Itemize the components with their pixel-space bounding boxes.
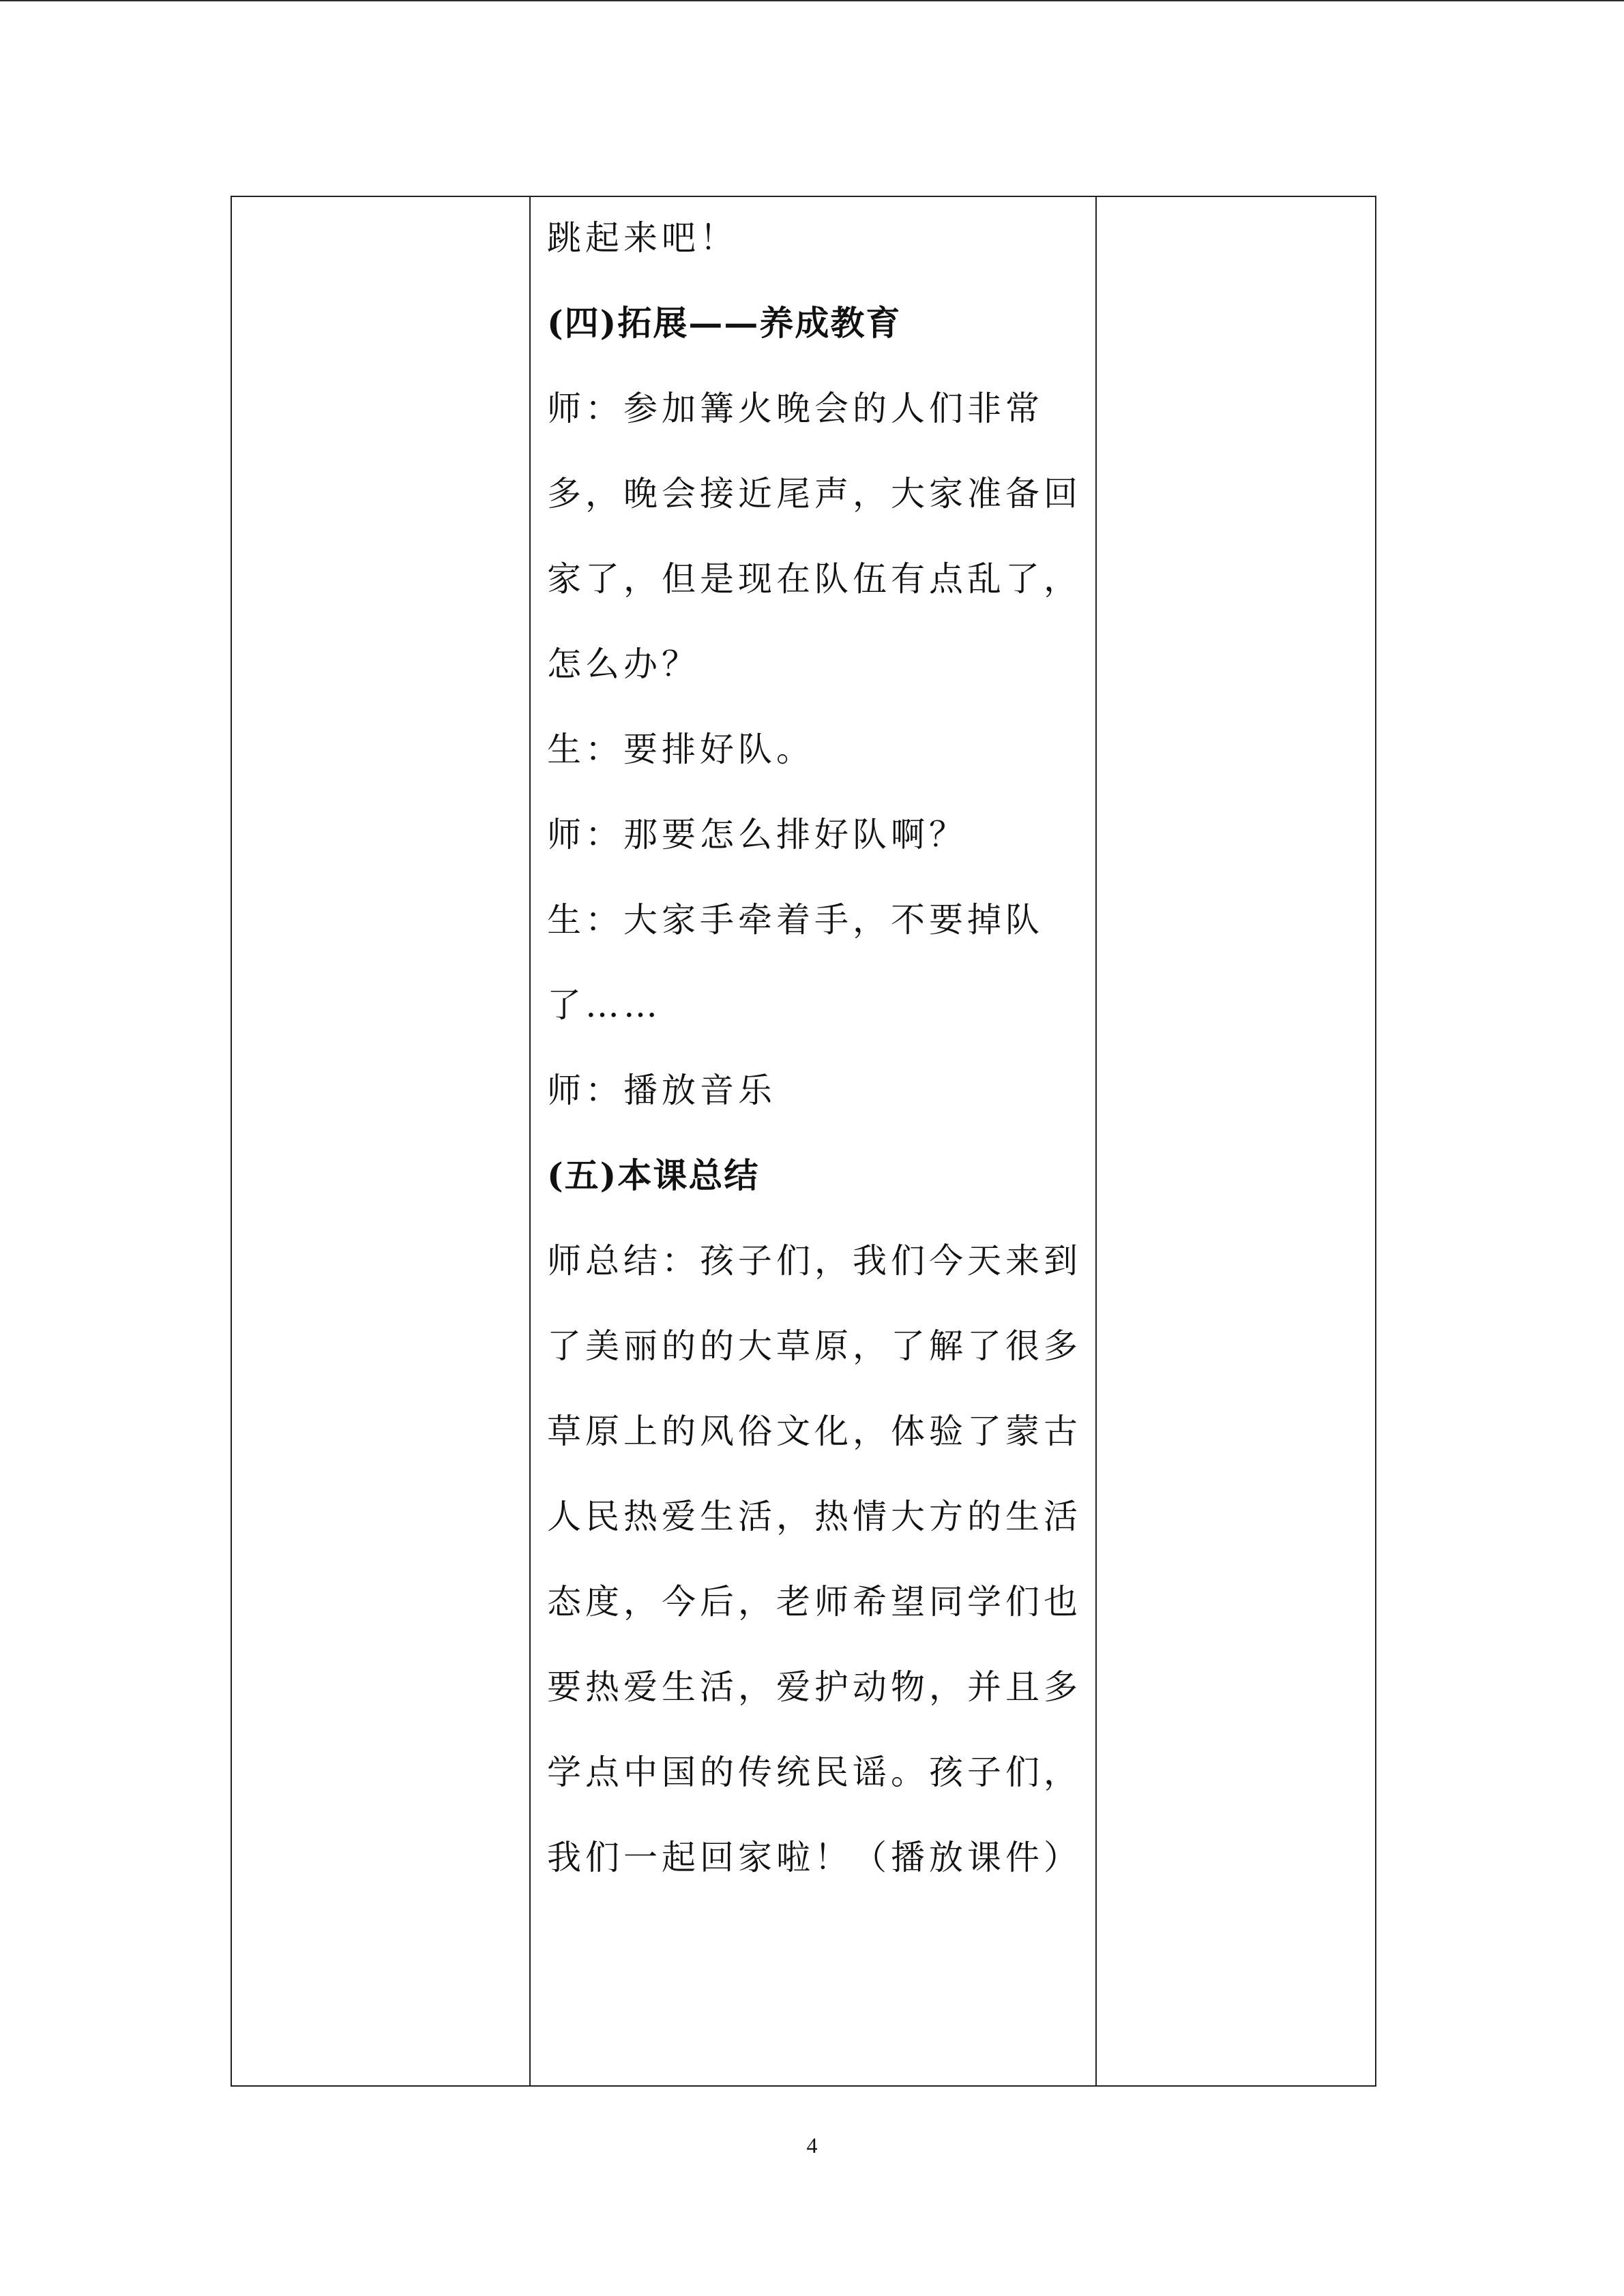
middle-column-cell: [531, 197, 1097, 2085]
top-border-line: [0, 0, 1624, 1]
text-line: 学点中国的传统民谣。孩子们，: [547, 1753, 1082, 1792]
text-line: 要热爱生活，爱护动物，并且多: [547, 1667, 1082, 1707]
left-column-cell: [232, 197, 531, 2085]
text-line: 师总结：孩子们，我们今天来到: [547, 1241, 1082, 1281]
text-line: 师：播放音乐: [547, 1071, 776, 1110]
text-line: 了美丽的的大草原，了解了很多: [547, 1326, 1082, 1366]
text-line: 了……: [547, 985, 662, 1025]
lesson-plan-table: [231, 196, 1376, 2087]
text-line: 多，晚会接近尾声，大家准备回: [547, 474, 1082, 513]
text-line: 师：参加篝火晚会的人们非常: [547, 389, 1044, 428]
text-line: 怎么办？: [547, 644, 700, 684]
section-heading-summary: (五)本课总结: [547, 1155, 760, 1195]
text-line: 草原上的风俗文化，体验了蒙古: [547, 1412, 1082, 1451]
text-line: 人民热爱生活，热情大方的生活: [547, 1497, 1082, 1536]
section-heading-extension: (四)拓展——养成教育: [547, 303, 902, 343]
text-line: 态度，今后，老师希望同学们也: [547, 1582, 1082, 1622]
text-line: 生：大家手牵着手，不要掉队: [547, 900, 1044, 940]
right-column-cell: [1097, 197, 1375, 2085]
text-line: 生：要排好队。: [547, 730, 814, 769]
page-number: 4: [806, 2133, 818, 2158]
text-line: 师：那要怎么排好队啊？: [547, 815, 967, 854]
text-line: 我们一起回家啦！（播放课件）: [547, 1838, 1082, 1877]
text-line: 跳起来吧！: [547, 218, 738, 258]
text-line: 家了，但是现在队伍有点乱了，: [547, 559, 1082, 599]
